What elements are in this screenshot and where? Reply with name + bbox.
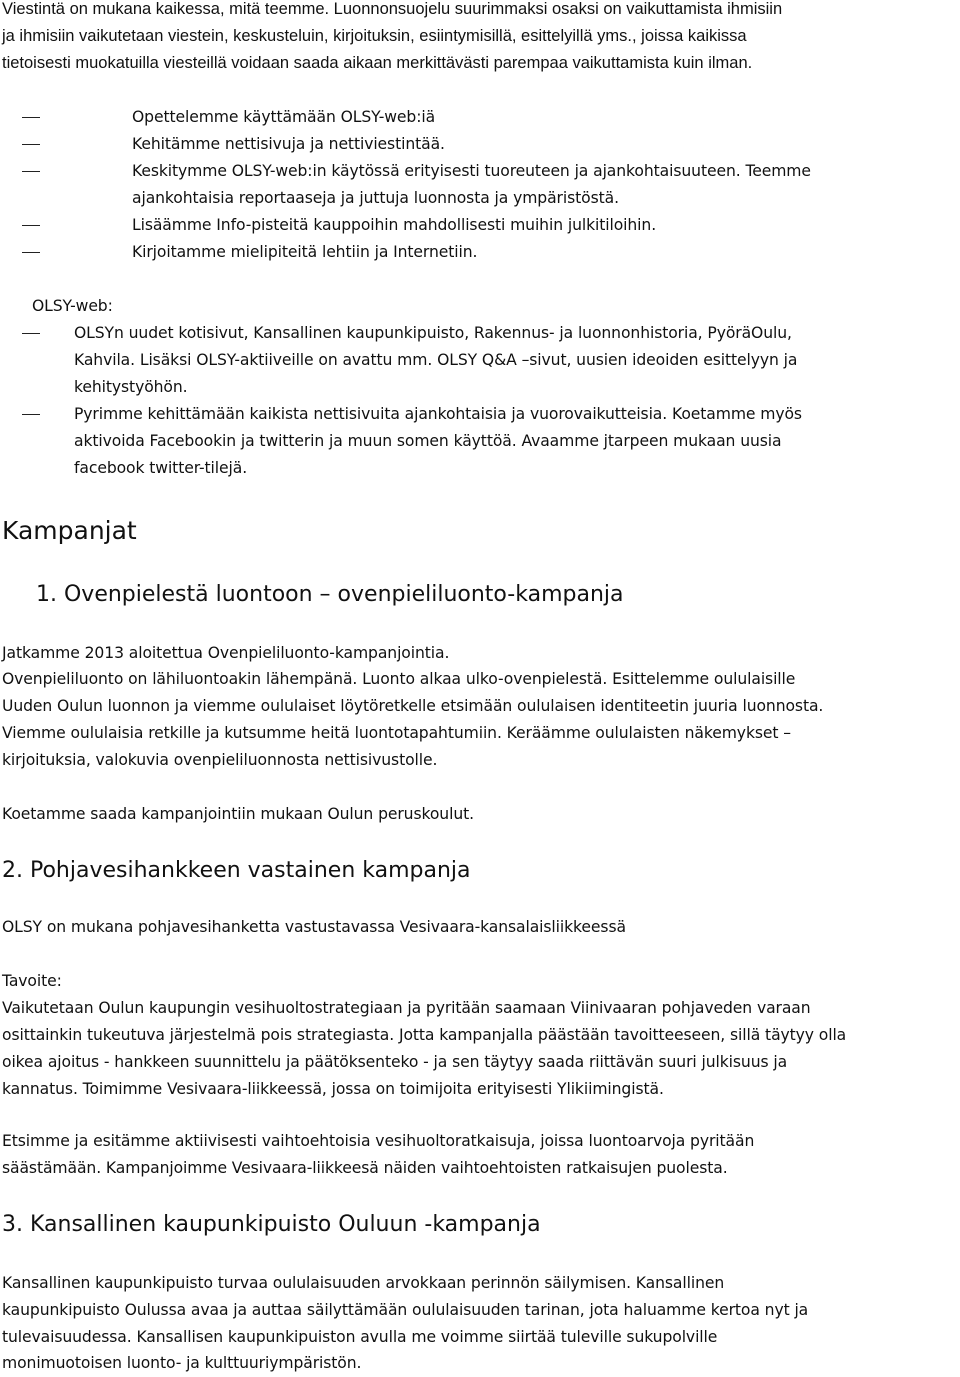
kampanjat-heading: Kampanjat — [2, 516, 137, 545]
list-item: OLSYn uudet kotisivut, Kansallinen kaupunkipuisto, Rakennus- ja luonnonhistoria, PyöräOulu, — [74, 324, 792, 342]
bullet-dash — [22, 333, 40, 334]
paragraph-line: Koetamme saada kampanjointiin mukaan Oulun peruskoulut. — [2, 805, 474, 823]
list-item: Keskitymme OLSY-web:in käytössä erityisesti tuoreuteen ja ajankohtaisuuteen. Teemme — [132, 162, 811, 180]
section-label: Tavoite: — [2, 972, 62, 990]
list-item: Kehitämme nettisivuja ja nettiviestintää. — [132, 135, 445, 153]
campaign-3-heading: 3. Kansallinen kaupunkipuisto Ouluun -kampanja — [2, 1212, 541, 1237]
list-item: aktivoida Facebookin ja twitterin ja muun somen käyttöä. Avaamme jtarpeen mukaan uusia — [74, 432, 782, 450]
paragraph-line: kaupunkipuisto Oulussa avaa ja auttaa säilyttämään oululaisuuden tarinan, jota haluamme kertoa nyt ja — [2, 1301, 809, 1319]
list-item: Pyrimme kehittämään kaikista nettisivuita ajankohtaisia ja vuorovaikutteisia. Koetamme myös — [74, 405, 802, 423]
campaign-2-heading: 2. Pohjavesihankkeen vastainen kampanja — [2, 858, 471, 883]
paragraph-line: Viemme oululaisia retkille ja kutsumme heitä luontotapahtumiin. Keräämme oululaisten näkemykset – — [2, 724, 791, 742]
intro-line: ja ihmisiin vaikutetaan viestein, keskusteluin, kirjoituksin, esiintymisillä, esittelyillä yms., joissa kaikissa — [2, 27, 747, 45]
list-item: kehitystyöhön. — [74, 378, 188, 396]
bullet-dash — [22, 225, 40, 226]
paragraph-line: monimuotoisen luonto- ja kulttuuriympäristön. — [2, 1354, 362, 1372]
bullet-dash — [22, 414, 40, 415]
paragraph-line: OLSY on mukana pohjavesihanketta vastustavassa Vesivaara-kansalaisliikkeessä — [2, 918, 626, 936]
list-item: Opettelemme käyttämään OLSY-web:iä — [132, 108, 436, 126]
paragraph-line: Ovenpieliluonto on lähiluontoakin lähempänä. Luonto alkaa ulko-ovenpielestä. Esittelemme oululaisille — [2, 670, 796, 688]
paragraph-line: säästämään. Kampanjoimme Vesivaara-liikkeesä näiden vaihtoehtoisten ratkaisujen puolesta. — [2, 1159, 728, 1177]
paragraph-line: tulevaisuudessa. Kansallisen kaupunkipuiston avulla me voimme siirtää tuleville sukupolville — [2, 1328, 718, 1346]
list-item: facebook twitter-tilejä. — [74, 459, 248, 477]
paragraph-line: Uuden Oulun luonnon ja viemme oululaiset löytöretkelle etsimään oululaisen identiteetin juuria luonnosta. — [2, 697, 824, 715]
paragraph-line: Etsimme ja esitämme aktiivisesti vaihtoehtoisia vesihuoltoratkaisuja, joissa luontoarvoja pyritään — [2, 1132, 755, 1150]
paragraph-line: oikea ajoitus - hankkeen suunnittelu ja päätöksenteko - ja sen täytyy saada riittävän suuri julkisuus ja — [2, 1053, 788, 1071]
list-item: Kirjoitamme mielipiteitä lehtiin ja Internetiin. — [132, 243, 478, 261]
bullet-dash — [22, 117, 40, 118]
paragraph-line: osittainkin tukeutuva järjestelmä pois strategiasta. Jotta kampanjalla päästään tavoitteeseen, sillä täytyy olla — [2, 1026, 847, 1044]
campaign-1-heading: 1. Ovenpielestä luontoon – ovenpieliluonto-kampanja — [36, 582, 624, 607]
paragraph-line: Vaikutetaan Oulun kaupungin vesihuoltostrategiaan ja pyritään saamaan Viinivaaran pohjaveden varaan — [2, 999, 811, 1017]
bullet-dash — [22, 171, 40, 172]
list-item: ajankohtaisia reportaaseja ja juttuja luonnosta ja ympäristöstä. — [132, 189, 619, 207]
paragraph-line: kannatus. Toimimme Vesivaara-liikkeessä, jossa on toimijoita erityisesti Ylikiimingistä. — [2, 1080, 664, 1098]
intro-line: tietoisesti muokatuilla viesteillä voidaan saada aikaan merkittävästi parempaa vaikuttamista kuin ilman. — [2, 54, 753, 72]
bullet-dash — [22, 252, 40, 253]
paragraph-line: kirjoituksia, valokuvia ovenpieliluonnosta nettisivustolle. — [2, 751, 438, 769]
bullet-dash — [22, 144, 40, 145]
section-label: OLSY-web: — [32, 297, 113, 315]
list-item: Kahvila. Lisäksi OLSY-aktiiveille on avattu mm. OLSY Q&A –sivut, uusien ideoiden esittelyyn ja — [74, 351, 798, 369]
paragraph-line: Kansallinen kaupunkipuisto turvaa oululaisuuden arvokkaan perinnön säilymisen. Kansallinen — [2, 1274, 725, 1292]
intro-line: Viestintä on mukana kaikessa, mitä teemme. Luonnonsuojelu suurimmaksi osaksi on vaikuttamista ihmisiin — [2, 0, 783, 18]
list-item: Lisäämme Info-pisteitä kauppoihin mahdollisesti muihin julkitiloihin. — [132, 216, 657, 234]
paragraph-line: Jatkamme 2013 aloitettua Ovenpieliluonto-kampanjointia. — [2, 644, 450, 662]
